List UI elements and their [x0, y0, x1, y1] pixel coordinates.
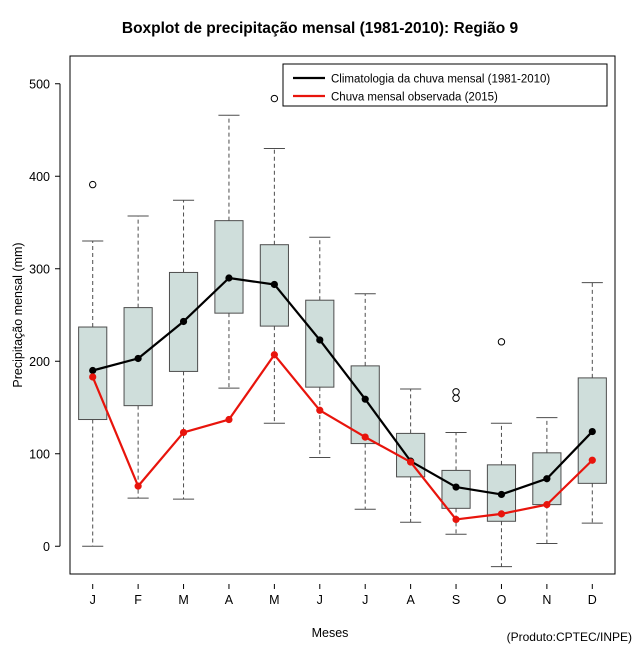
series-line: [93, 278, 593, 494]
x-tick-label: J: [316, 593, 323, 607]
series-point: [498, 491, 504, 497]
box-iqr: [215, 221, 243, 314]
x-tick-label: J: [89, 593, 96, 607]
boxplot-box: [442, 389, 470, 535]
boxplot-box: [306, 237, 334, 457]
series-point: [135, 483, 141, 489]
legend-label: Chuva mensal observada (2015): [331, 91, 498, 104]
series-point: [362, 434, 368, 440]
boxplot-box: [169, 200, 197, 499]
series-point: [589, 457, 595, 463]
series-point: [544, 476, 550, 482]
boxplot-box: [79, 181, 107, 546]
series-point: [180, 318, 186, 324]
series-point: [226, 416, 232, 422]
boxplot-box: [260, 95, 288, 423]
x-tick-label: O: [496, 593, 507, 607]
boxplot-box: [578, 283, 606, 524]
x-axis: [90, 584, 597, 607]
outlier-point: [453, 395, 459, 401]
x-tick-label: M: [178, 593, 189, 607]
series-point: [453, 516, 459, 522]
series-point: [135, 355, 141, 361]
x-tick-label: J: [362, 593, 369, 607]
outlier-point: [90, 181, 96, 187]
boxplot-box: [487, 339, 515, 567]
series-point: [317, 337, 323, 343]
x-tick-label: F: [134, 593, 142, 607]
series-point: [498, 511, 504, 517]
y-tick-label: 300: [29, 262, 50, 277]
series-point: [317, 407, 323, 413]
x-tick-label: M: [269, 593, 280, 607]
page-title: Boxplot de precipitação mensal (1981-2010): Região 9: [121, 20, 519, 37]
series-point: [453, 484, 459, 490]
y-tick-label: 100: [29, 447, 50, 462]
y-tick-label: 200: [29, 354, 50, 369]
boxplot-box: [215, 115, 243, 388]
x-tick-label: S: [451, 593, 461, 607]
y-tick-label: 500: [29, 77, 50, 92]
series-point: [271, 352, 277, 358]
producer-credit: (Produto:CPTEC/INPE): [506, 630, 632, 644]
line-series-group: [90, 275, 596, 523]
y-axis-label: Precipitação mensal (mm): [11, 242, 25, 388]
x-tick-label: D: [587, 593, 597, 607]
series-line: [93, 355, 593, 520]
box-iqr: [397, 433, 425, 476]
x-tick-label: A: [406, 593, 415, 607]
series-point: [362, 396, 368, 402]
boxplot-series: [79, 95, 607, 566]
x-axis-label: Meses: [311, 626, 349, 640]
series-point: [408, 459, 414, 465]
outlier-point: [498, 339, 504, 345]
series-point: [544, 502, 550, 508]
series-point: [589, 428, 595, 434]
y-tick-label: 400: [29, 169, 50, 184]
box-iqr: [306, 300, 334, 387]
outlier-point: [453, 389, 459, 395]
outlier-point: [271, 95, 277, 101]
legend-label: Climatologia da chuva mensal (1981-2010): [331, 73, 551, 86]
chart-legend: [283, 64, 607, 106]
y-axis: [29, 77, 60, 554]
series-point: [90, 374, 96, 380]
series-point: [180, 429, 186, 435]
x-tick-label: N: [542, 593, 552, 607]
x-tick-label: A: [224, 593, 234, 607]
series-point: [90, 367, 96, 373]
y-tick-label: 0: [43, 539, 50, 554]
series-point: [271, 281, 277, 287]
series-point: [226, 275, 232, 281]
